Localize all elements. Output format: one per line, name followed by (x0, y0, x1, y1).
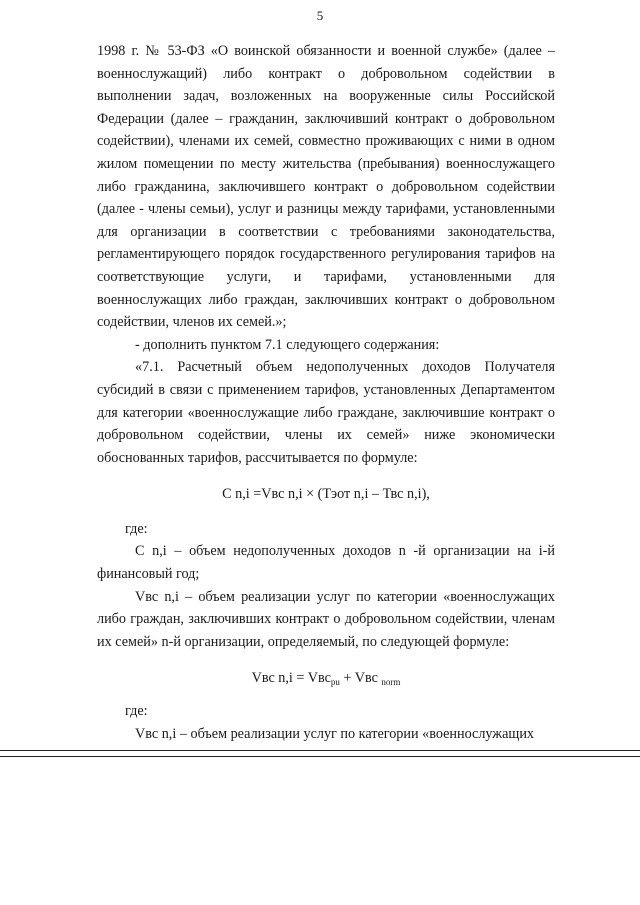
page-divider-top (0, 750, 640, 751)
paragraph-6: Vвс n,i – объем реализации услуг по категории «военнослужащих (135, 725, 535, 742)
formula-1: С n,i =Vвс n,i × (Тэот n,i – Твс n,i), (222, 486, 430, 503)
formula-2-lhs: Vвс n,i = Vвс (251, 670, 331, 687)
paragraph-4: С n,i – объем недополученных доходов n -й организации на i-й финансовый год; (97, 543, 555, 583)
paragraph-3: «7.1. Расчетный объем недополученных доходов Получателя субсидий в связи с применением тарифов, установленных Департаментом для категории «военнослужащие либо граждане, заключившие контракт о добровольном содействии, члены их семей» ниже экономически обоснованных тарифов, рассчитывается по формуле: (97, 359, 555, 466)
paragraph-1: 1998 г. № 53-ФЗ «О воинской обязанности и военной службе» (далее – военнослужащий) либо контракт о добровольном содействии в выполнении задач, возложенных на вооруженные силы Российской Федерации (далее – гражданин, заключивший контракт о добровольном содействии), членами их семей, совместно проживающих с ними в одном жилом помещении по месту жительства (пребывания) военнослужащего либо гражданина, заключившего контракт о добровольном содействии (далее - члены семьи), услуг и разницы между тарифами, установленными для организации в соответствии с требованиями законодательства, регламентирующего порядок государственного регулирования тарифов на соответствующие услуги, и тарифами, установленными для военнослужащих либо граждан, заключивших контракт о добровольном содействии, членов их семей.»; (97, 43, 555, 331)
page-divider-bottom (0, 756, 640, 757)
paragraph-2: - дополнить пунктом 7.1 следующего содержания: (135, 336, 440, 353)
where-label-1: где: (125, 520, 148, 537)
where-label-2: где: (125, 703, 148, 720)
formula-2 (97, 667, 555, 694)
document-body (97, 40, 555, 745)
formula-2-sub-pu: pu (330, 677, 340, 688)
formula-2-sub-norm: norm (381, 677, 401, 688)
paragraph-5: Vвс n,i – объем реализации услуг по категории «военнослужащих либо граждан, заключивших контракт о добровольном содействии, членам их семей» n-й организации, определяемый, по следующей формуле: (97, 588, 555, 650)
page-number: 5 (316, 8, 324, 23)
formula-2-plus: + Vвс (339, 670, 382, 687)
